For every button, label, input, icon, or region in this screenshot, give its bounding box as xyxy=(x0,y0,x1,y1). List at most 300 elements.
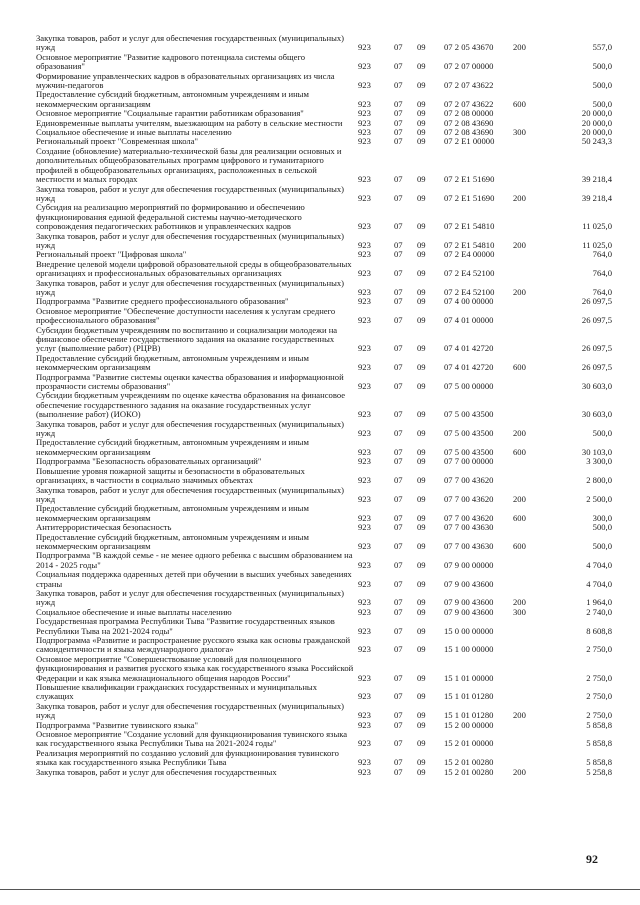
row-rz: 07 xyxy=(394,691,403,702)
table-row xyxy=(36,326,616,354)
row-pr: 09 xyxy=(417,192,426,203)
row-ved: 923 xyxy=(358,672,371,683)
row-sum: 2 750,0 xyxy=(586,672,612,683)
row-rz: 07 xyxy=(394,540,403,551)
row-sum: 26 097,5 xyxy=(581,362,612,373)
row-ved: 923 xyxy=(358,446,371,457)
row-sum: 4 704,0 xyxy=(586,578,612,589)
row-csr: 07 2 E1 54810 xyxy=(444,239,495,250)
row-rz: 07 xyxy=(394,42,403,53)
row-pr: 09 xyxy=(417,475,426,486)
bottom-rule xyxy=(0,889,640,890)
row-rz: 07 xyxy=(394,315,403,326)
row-rz: 07 xyxy=(394,98,403,109)
table-row xyxy=(36,683,616,702)
row-pr: 09 xyxy=(417,644,426,655)
table-row xyxy=(36,34,616,53)
row-rz: 07 xyxy=(394,559,403,570)
row-name: Закупка товаров, работ и услуг для обеспечения государственных (муниципальных) нужд xyxy=(36,183,344,203)
row-csr: 07 2 07 43622 xyxy=(444,80,494,91)
row-name: Социальное обеспечение и иные выплаты населению xyxy=(36,127,232,138)
table-row xyxy=(36,702,616,721)
row-vr: 300 xyxy=(513,606,526,617)
row-ved: 923 xyxy=(358,475,371,486)
row-ved: 923 xyxy=(358,127,371,138)
row-ved: 923 xyxy=(358,174,371,185)
row-pr: 09 xyxy=(417,42,426,53)
row-sum: 26 097,5 xyxy=(581,343,612,354)
row-csr: 07 7 00 00000 xyxy=(444,456,494,467)
row-rz: 07 xyxy=(394,738,403,749)
row-rz: 07 xyxy=(394,61,403,72)
row-ved: 923 xyxy=(358,606,371,617)
row-name: Основное мероприятие "Создание условий для функционирования тувинского языка как государственного языка Республики Тыва на 2021-2024 годы" xyxy=(36,729,348,749)
table-row xyxy=(36,589,616,608)
row-rz: 07 xyxy=(394,296,403,307)
row-name: Предоставление субсидий бюджетным, автономным учреждениям и иным некоммерческим организациям xyxy=(36,437,309,457)
row-ved: 923 xyxy=(358,249,371,260)
row-sum: 5 858,8 xyxy=(586,738,612,749)
row-csr: 07 7 00 43620 xyxy=(444,475,494,486)
row-rz: 07 xyxy=(394,136,403,147)
row-vr: 600 xyxy=(513,540,526,551)
row-rz: 07 xyxy=(394,456,403,467)
row-csr: 07 7 00 43630 xyxy=(444,540,494,551)
row-ved: 923 xyxy=(358,315,371,326)
row-sum: 1 964,0 xyxy=(586,597,612,608)
row-vr: 300 xyxy=(513,127,526,138)
row-ved: 923 xyxy=(358,766,371,777)
row-pr: 09 xyxy=(417,757,426,768)
row-rz: 07 xyxy=(394,672,403,683)
row-sum: 2 800,0 xyxy=(586,475,612,486)
row-csr: 15 1 01 00000 xyxy=(444,672,494,683)
row-sum: 30 603,0 xyxy=(581,409,612,420)
row-rz: 07 xyxy=(394,710,403,721)
row-rz: 07 xyxy=(394,597,403,608)
table-row xyxy=(36,420,616,439)
row-csr: 15 2 00 00000 xyxy=(444,719,494,730)
row-pr: 09 xyxy=(417,597,426,608)
table-row xyxy=(36,730,616,749)
row-pr: 09 xyxy=(417,362,426,373)
row-rz: 07 xyxy=(394,239,403,250)
row-ved: 923 xyxy=(358,710,371,721)
row-rz: 07 xyxy=(394,127,403,138)
row-sum: 4 704,0 xyxy=(586,559,612,570)
row-name: Государственная программа Республики Тыва "Развитие государственных языков Республики Тыва на 2021-2024 годы" xyxy=(36,616,335,636)
row-pr: 09 xyxy=(417,221,426,232)
table-row xyxy=(36,147,616,185)
row-ved: 923 xyxy=(358,719,371,730)
table-row xyxy=(36,655,616,683)
table-row xyxy=(36,185,616,204)
table-row xyxy=(36,203,616,231)
row-ved: 923 xyxy=(358,286,371,297)
row-csr: 07 2 05 43670 xyxy=(444,42,494,53)
table-row xyxy=(36,636,616,655)
row-ved: 923 xyxy=(358,428,371,439)
table-row xyxy=(36,570,616,589)
row-sum: 20 000,0 xyxy=(581,117,612,128)
row-csr: 07 5 00 00000 xyxy=(444,381,494,392)
row-csr: 15 1 01 01280 xyxy=(444,691,494,702)
row-sum: 2 750,0 xyxy=(586,691,612,702)
row-rz: 07 xyxy=(394,493,403,504)
row-name: Предоставление субсидий бюджетным, автономным учреждениям и иным некоммерческим организациям xyxy=(36,89,309,109)
row-csr: 07 5 00 43500 xyxy=(444,446,494,457)
row-name: Предоставление субсидий бюджетным, автономным учреждениям и иным некоммерческим организациям xyxy=(36,352,309,373)
row-sum: 5 858,8 xyxy=(586,757,612,768)
row-name: Субсидия на реализацию мероприятий по формированию и обеспечению функционирования единой федеральной системы научно-методического сопровождения педагогических работников и управленческих кадров xyxy=(36,202,305,232)
row-sum: 500,0 xyxy=(592,98,612,109)
row-sum: 300,0 xyxy=(592,512,612,523)
row-name: Реализация мероприятий по созданию условий для функционирования тувинского языка как государственного языка Республики Тыва xyxy=(36,747,339,768)
row-ved: 923 xyxy=(358,625,371,636)
row-name: Подпрограмма "Развитие системы оценки качества образования и информационной прозрачности системы образования" xyxy=(36,371,344,392)
row-sum: 30 603,0 xyxy=(581,381,612,392)
row-sum: 11 025,0 xyxy=(582,239,612,250)
table-row xyxy=(36,373,616,392)
row-pr: 09 xyxy=(417,540,426,551)
row-rz: 07 xyxy=(394,719,403,730)
row-csr: 07 2 E1 00000 xyxy=(444,136,495,147)
row-sum: 500,0 xyxy=(592,80,612,91)
row-sum: 5 258,8 xyxy=(586,766,612,777)
table-row xyxy=(36,749,616,768)
row-vr: 200 xyxy=(513,493,526,504)
row-rz: 07 xyxy=(394,522,403,533)
row-rz: 07 xyxy=(394,249,403,260)
table-row xyxy=(36,391,616,419)
row-rz: 07 xyxy=(394,80,403,91)
row-csr: 07 4 01 42720 xyxy=(444,362,494,373)
row-csr: 07 2 E4 52100 xyxy=(444,286,495,297)
row-ved: 923 xyxy=(358,108,371,119)
row-pr: 09 xyxy=(417,127,426,138)
row-name: Закупка товаров, работ и услуг для обеспечения государственных (муниципальных) нужд xyxy=(36,230,344,250)
row-csr: 07 2 07 43622 xyxy=(444,98,494,109)
row-sum: 8 608,8 xyxy=(586,625,612,636)
table-row xyxy=(36,260,616,279)
table-row xyxy=(36,467,616,486)
row-rz: 07 xyxy=(394,757,403,768)
row-sum: 39 218,4 xyxy=(581,192,612,203)
row-vr: 200 xyxy=(513,42,526,53)
row-rz: 07 xyxy=(394,268,403,279)
row-rz: 07 xyxy=(394,108,403,119)
row-name: Закупка товаров, работ и услуг для обеспечения государственных (муниципальных) нужд xyxy=(36,700,344,721)
row-rz: 07 xyxy=(394,286,403,297)
row-ved: 923 xyxy=(358,757,371,768)
budget-table xyxy=(36,34,616,777)
row-rz: 07 xyxy=(394,174,403,185)
row-name: Региональный проект "Цифровая школа" xyxy=(36,249,187,260)
row-csr: 07 9 00 43600 xyxy=(444,606,494,617)
row-csr: 07 2 08 43690 xyxy=(444,127,494,138)
table-row xyxy=(36,279,616,298)
row-rz: 07 xyxy=(394,409,403,420)
row-name: Единовременные выплаты учителям, выезжающим на работу в сельские местности xyxy=(36,117,343,128)
row-csr: 07 2 07 00000 xyxy=(444,61,494,72)
table-row xyxy=(36,307,616,326)
row-rz: 07 xyxy=(394,446,403,457)
row-csr: 07 2 E1 51690 xyxy=(444,174,495,185)
row-ved: 923 xyxy=(358,578,371,589)
row-pr: 09 xyxy=(417,381,426,392)
row-name: Подпрограмма "Безопасность образовательных организаций" xyxy=(36,456,262,467)
row-ved: 923 xyxy=(358,221,371,232)
row-pr: 09 xyxy=(417,286,426,297)
table-row xyxy=(36,486,616,505)
row-rz: 07 xyxy=(394,192,403,203)
row-name: Предоставление субсидий бюджетным, автономным учреждениям и иным некоммерческим организациям xyxy=(36,503,309,523)
row-pr: 09 xyxy=(417,738,426,749)
row-ved: 923 xyxy=(358,192,371,203)
row-sum: 764,0 xyxy=(592,286,612,297)
row-ved: 923 xyxy=(358,80,371,91)
row-name: Социальное обеспечение и иные выплаты населению xyxy=(36,606,232,617)
row-name: Формирование управленческих кадров в образовательных организациях из числа мужчин-педагогов xyxy=(36,70,335,91)
table-row xyxy=(36,354,616,373)
table-row xyxy=(36,504,616,523)
row-csr: 15 2 01 00000 xyxy=(444,738,494,749)
row-sum: 500,0 xyxy=(592,540,612,551)
table-row xyxy=(36,617,616,636)
row-ved: 923 xyxy=(358,644,371,655)
row-pr: 09 xyxy=(417,343,426,354)
row-ved: 923 xyxy=(358,522,371,533)
row-name: Подпрограмма "Развитие тувинского языка" xyxy=(36,719,198,730)
row-pr: 09 xyxy=(417,625,426,636)
row-ved: 923 xyxy=(358,691,371,702)
row-vr: 200 xyxy=(513,192,526,203)
row-name: Основное мероприятие "Социальные гарантии работникам образования" xyxy=(36,108,304,119)
row-ved: 923 xyxy=(358,268,371,279)
row-csr: 15 2 01 00280 xyxy=(444,757,494,768)
row-sum: 2 500,0 xyxy=(586,493,612,504)
row-ved: 923 xyxy=(358,512,371,523)
row-pr: 09 xyxy=(417,61,426,72)
row-vr: 200 xyxy=(513,428,526,439)
row-csr: 07 9 00 00000 xyxy=(444,559,494,570)
row-pr: 09 xyxy=(417,691,426,702)
row-pr: 09 xyxy=(417,512,426,523)
row-name: Закупка товаров, работ и услуг для обеспечения государственных (муниципальных) нужд xyxy=(36,484,344,504)
row-name: Социальная поддержка одаренных детей при обучении в высших учебных заведениях страны xyxy=(36,569,352,589)
row-pr: 09 xyxy=(417,710,426,721)
table-row xyxy=(36,438,616,457)
row-rz: 07 xyxy=(394,428,403,439)
row-csr: 07 5 00 43500 xyxy=(444,409,494,420)
row-csr: 07 2 E1 51690 xyxy=(444,192,495,203)
row-pr: 09 xyxy=(417,766,426,777)
row-pr: 09 xyxy=(417,108,426,119)
row-csr: 07 2 08 00000 xyxy=(444,108,494,119)
row-rz: 07 xyxy=(394,625,403,636)
row-csr: 15 1 00 00000 xyxy=(444,644,494,655)
row-pr: 09 xyxy=(417,249,426,260)
row-pr: 09 xyxy=(417,672,426,683)
row-csr: 07 5 00 43500 xyxy=(444,428,494,439)
row-sum: 20 000,0 xyxy=(581,108,612,119)
row-name: Основное мероприятие "Совершенствование условий для полноценного функционирования и развития русского языка как государственного языка Российской Федерации и как языка межнационального общения народов России" xyxy=(36,653,354,683)
row-rz: 07 xyxy=(394,766,403,777)
row-vr: 600 xyxy=(513,362,526,373)
row-csr: 07 4 01 00000 xyxy=(444,315,494,326)
row-pr: 09 xyxy=(417,239,426,250)
row-name: Подпрограмма "Развитие среднего профессионального образования" xyxy=(36,296,289,307)
row-pr: 09 xyxy=(417,296,426,307)
row-sum: 26 097,5 xyxy=(581,315,612,326)
row-name: Повышение уровня пожарной защиты и безопасности в образовательных организациях, в частности в социально значимых объектах xyxy=(36,465,305,486)
row-pr: 09 xyxy=(417,409,426,420)
row-csr: 07 2 E4 00000 xyxy=(444,249,495,260)
row-sum: 500,0 xyxy=(592,522,612,533)
row-sum: 5 858,8 xyxy=(586,719,612,730)
row-pr: 09 xyxy=(417,98,426,109)
row-sum: 2 750,0 xyxy=(586,644,612,655)
row-name: Основное мероприятие "Обеспечение доступности населения к услугам среднего профессионального образования" xyxy=(36,305,336,326)
row-pr: 09 xyxy=(417,493,426,504)
row-name: Предоставление субсидий бюджетным, автономным учреждениям и иным некоммерческим организациям xyxy=(36,531,309,551)
table-row xyxy=(36,533,616,552)
row-csr: 07 4 00 00000 xyxy=(444,296,494,307)
row-name: Закупка товаров, работ и услуг для обеспечения государственных (муниципальных) нужд xyxy=(36,418,344,439)
row-ved: 923 xyxy=(358,456,371,467)
row-ved: 923 xyxy=(358,343,371,354)
table-row xyxy=(36,90,616,109)
row-pr: 09 xyxy=(417,136,426,147)
row-sum: 11 025,0 xyxy=(582,221,612,232)
row-pr: 09 xyxy=(417,315,426,326)
row-vr: 600 xyxy=(513,98,526,109)
row-rz: 07 xyxy=(394,606,403,617)
table-row xyxy=(36,768,616,777)
page-number: 92 xyxy=(586,852,598,866)
row-csr: 07 7 00 43620 xyxy=(444,512,494,523)
table-row xyxy=(36,232,616,251)
table-row xyxy=(36,72,616,91)
row-sum: 2 750,0 xyxy=(586,710,612,721)
row-sum: 39 218,4 xyxy=(581,174,612,185)
row-sum: 50 243,3 xyxy=(581,136,612,147)
row-rz: 07 xyxy=(394,221,403,232)
row-rz: 07 xyxy=(394,362,403,373)
row-sum: 3 300,0 xyxy=(586,456,612,467)
row-ved: 923 xyxy=(358,493,371,504)
row-name: Субсидии бюджетным учреждениям по оценке качества образования на финансовое обеспечение государственного задания на оказание государственных услуг (выполнение работ) (ИОКО) xyxy=(36,390,346,420)
row-name: Антитеррористическая безопасность xyxy=(36,522,172,533)
row-csr: 07 2 E4 52100 xyxy=(444,268,495,279)
row-ved: 923 xyxy=(358,738,371,749)
row-ved: 923 xyxy=(358,239,371,250)
row-vr: 200 xyxy=(513,239,526,250)
row-pr: 09 xyxy=(417,578,426,589)
row-ved: 923 xyxy=(358,362,371,373)
row-name: Повышение квалификации гражданских государственных и муниципальных служащих xyxy=(36,682,318,702)
row-sum: 764,0 xyxy=(592,268,612,279)
row-pr: 09 xyxy=(417,606,426,617)
row-rz: 07 xyxy=(394,512,403,523)
row-rz: 07 xyxy=(394,644,403,655)
row-vr: 600 xyxy=(513,512,526,523)
row-name: Закупка товаров, работ и услуг для обеспечения государственных (муниципальных) нужд xyxy=(36,587,344,608)
row-rz: 07 xyxy=(394,117,403,128)
row-name: Подпрограмма «Развитие и распространение русского языка как основы гражданской самоидентичности и языка международного диалога» xyxy=(36,635,351,655)
row-sum: 30 103,0 xyxy=(581,446,612,457)
row-pr: 09 xyxy=(417,428,426,439)
row-rz: 07 xyxy=(394,578,403,589)
row-name: Закупка товаров, работ и услуг для обеспечения государственных xyxy=(36,766,277,777)
row-pr: 09 xyxy=(417,559,426,570)
row-ved: 923 xyxy=(358,42,371,53)
row-pr: 09 xyxy=(417,174,426,185)
row-csr: 07 7 00 43620 xyxy=(444,493,494,504)
row-ved: 923 xyxy=(358,381,371,392)
row-ved: 923 xyxy=(358,98,371,109)
row-name: Основное мероприятие "Развитие кадрового потенциала системы общего образования" xyxy=(36,51,306,72)
row-pr: 09 xyxy=(417,719,426,730)
row-ved: 923 xyxy=(358,296,371,307)
row-name: Закупка товаров, работ и услуг для обеспечения государственных (муниципальных) нужд xyxy=(36,277,344,297)
row-sum: 2 740,0 xyxy=(586,606,612,617)
row-vr: 200 xyxy=(513,766,526,777)
row-pr: 09 xyxy=(417,446,426,457)
row-sum: 500,0 xyxy=(592,61,612,72)
row-pr: 09 xyxy=(417,117,426,128)
row-ved: 923 xyxy=(358,409,371,420)
row-rz: 07 xyxy=(394,343,403,354)
row-ved: 923 xyxy=(358,117,371,128)
row-csr: 07 7 00 43630 xyxy=(444,522,494,533)
row-name: Внедрение целевой модели цифровой образовательной среды в общеобразовательных организациях и профессиональных образовательных организациях xyxy=(36,258,352,279)
table-row xyxy=(36,551,616,570)
row-sum: 26 097,5 xyxy=(581,296,612,307)
row-pr: 09 xyxy=(417,80,426,91)
row-name: Создание (обновление) материально-технической базы для реализации основных и дополнительных общеобразовательных программ цифрового и гуманитарного профилей в общеобразовательных организациях, расположенных в сельской местности и малых городах xyxy=(36,145,342,185)
row-name: Подпрограмма "В каждой семье - не менее одного ребенка с высшим образованием на 2014 - 2025 годы" xyxy=(36,550,353,570)
row-csr: 07 9 00 43600 xyxy=(444,578,494,589)
row-csr: 15 1 01 01280 xyxy=(444,710,494,721)
row-ved: 923 xyxy=(358,136,371,147)
row-rz: 07 xyxy=(394,381,403,392)
row-rz: 07 xyxy=(394,475,403,486)
row-csr: 15 0 00 00000 xyxy=(444,625,494,636)
row-pr: 09 xyxy=(417,456,426,467)
row-vr: 200 xyxy=(513,286,526,297)
row-name: Региональный проект "Современная школа" xyxy=(36,136,199,147)
row-sum: 764,0 xyxy=(592,249,612,260)
row-vr: 200 xyxy=(513,597,526,608)
row-sum: 20 000,0 xyxy=(581,127,612,138)
row-pr: 09 xyxy=(417,268,426,279)
row-csr: 07 4 01 42720 xyxy=(444,343,494,354)
table-row xyxy=(36,53,616,72)
row-vr: 600 xyxy=(513,446,526,457)
row-name: Субсидии бюджетным учреждениям по воспитанию и социализации молодежи на финансовое обеспечение государственного задания на оказание государственных услуг (выполнение работ) (РЦРВ) xyxy=(36,324,338,354)
row-name: Закупка товаров, работ и услуг для обеспечения государственных (муниципальных) нужд xyxy=(36,33,344,53)
row-ved: 923 xyxy=(358,61,371,72)
row-ved: 923 xyxy=(358,559,371,570)
row-csr: 07 2 E1 54810 xyxy=(444,221,495,232)
row-vr: 200 xyxy=(513,710,526,721)
row-sum: 500,0 xyxy=(592,428,612,439)
row-pr: 09 xyxy=(417,522,426,533)
row-ved: 923 xyxy=(358,597,371,608)
row-ved: 923 xyxy=(358,540,371,551)
row-csr: 07 9 00 43600 xyxy=(444,597,494,608)
